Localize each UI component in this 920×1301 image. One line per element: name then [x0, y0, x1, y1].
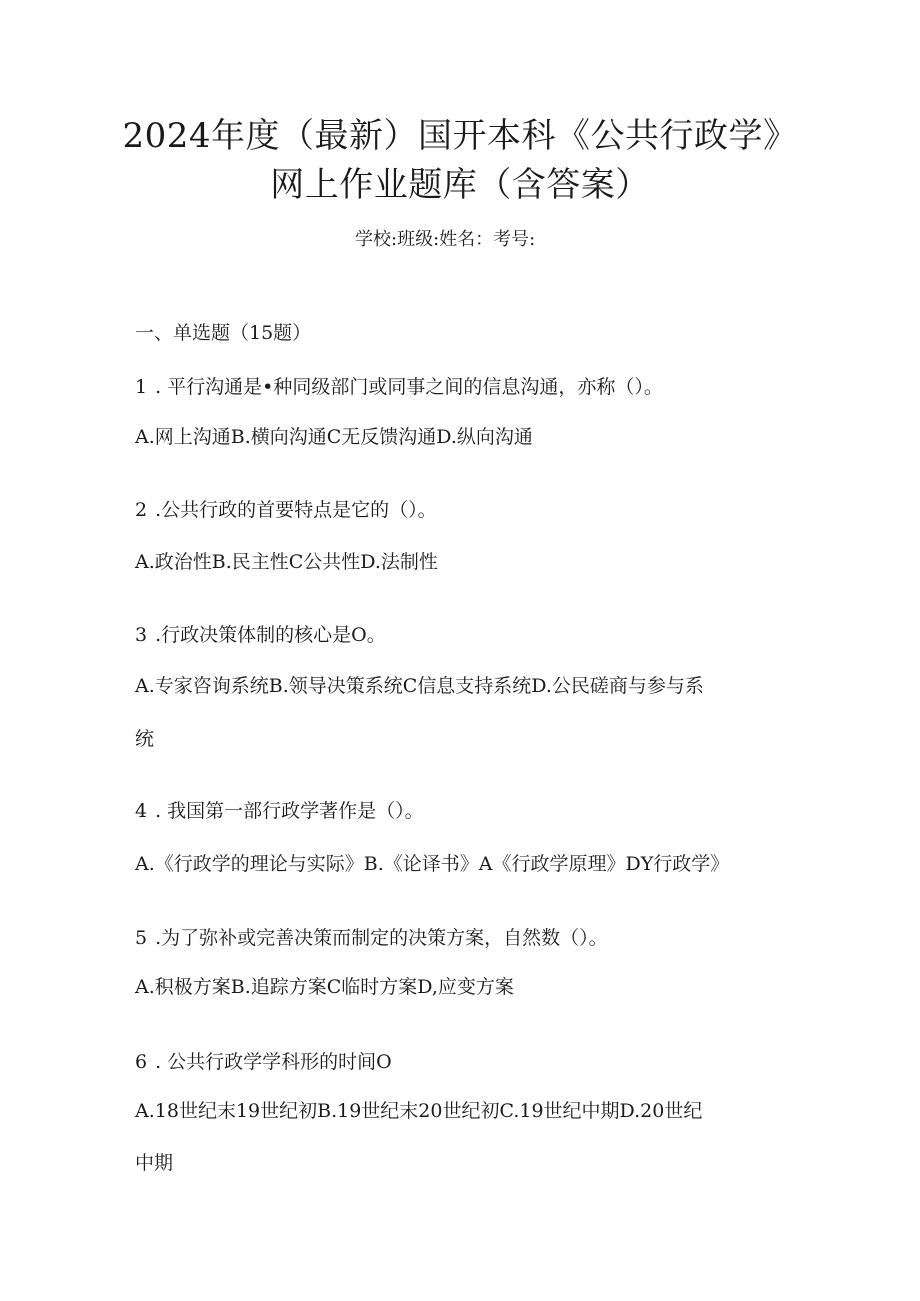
question-6-stem — [135, 1053, 392, 1072]
question-5-options: A.积极方案B.追踪方案C临时方案D,应变方案 — [135, 976, 514, 998]
question-text: . 公共行政学学科形的时间O — [155, 1051, 392, 1073]
question-number: 3 — [135, 624, 148, 646]
question-text: . 我国第一部行政学著作是（）。 — [155, 800, 424, 822]
question-3-options-line-1: A.专家咨询系统B.领导决策系统C信息支持系统D.公民磋商与参与系 — [135, 675, 704, 697]
question-text: .公共行政的首要特点是它的（）。 — [155, 499, 437, 521]
document-title-line-2: 网上作业题库（含答案） — [270, 165, 650, 205]
question-2-stem — [135, 501, 437, 520]
question-text: .为了弥补或完善决策而制定的决策方案，自然数（）。 — [155, 927, 608, 949]
question-3-stem — [135, 626, 386, 645]
question-1-stem — [135, 378, 663, 397]
question-number: 6 — [135, 1051, 148, 1073]
question-4-stem — [135, 802, 424, 821]
student-info-line: 学校:班级:姓名：考号: — [355, 229, 536, 250]
question-5-stem — [135, 929, 608, 948]
question-number: 1 — [135, 376, 148, 398]
question-number: 4 — [135, 800, 148, 822]
question-number: 5 — [135, 927, 148, 949]
question-number: 2 — [135, 499, 148, 521]
question-2-options: A.政治性B.民主性C公共性D.法制性 — [135, 551, 438, 573]
document-title-line-1: 2024年度（最新）国开本科《公共行政学》 — [122, 116, 798, 156]
question-text: .行政决策体制的核心是O。 — [155, 624, 386, 646]
question-6-options-line-1: A.18世纪末19世纪初B.19世纪末20世纪初C.19世纪中期D.20世纪 — [135, 1100, 703, 1122]
question-1-options: A.网上沟通B.横向沟通C无反馈沟通D.纵向沟通 — [135, 426, 533, 448]
section-heading: 一、单选题（15题） — [135, 322, 312, 344]
question-text: . 平行沟通是•种同级部门或同事之间的信息沟通，亦称（）。 — [155, 376, 663, 398]
question-6-options-line-2: 中期 — [135, 1152, 174, 1174]
question-4-options: A.《行政学的理论与实际》B.《论译书》A《行政学原理》DY行政学》 — [135, 853, 730, 875]
question-3-options-line-2: 统 — [135, 728, 155, 750]
